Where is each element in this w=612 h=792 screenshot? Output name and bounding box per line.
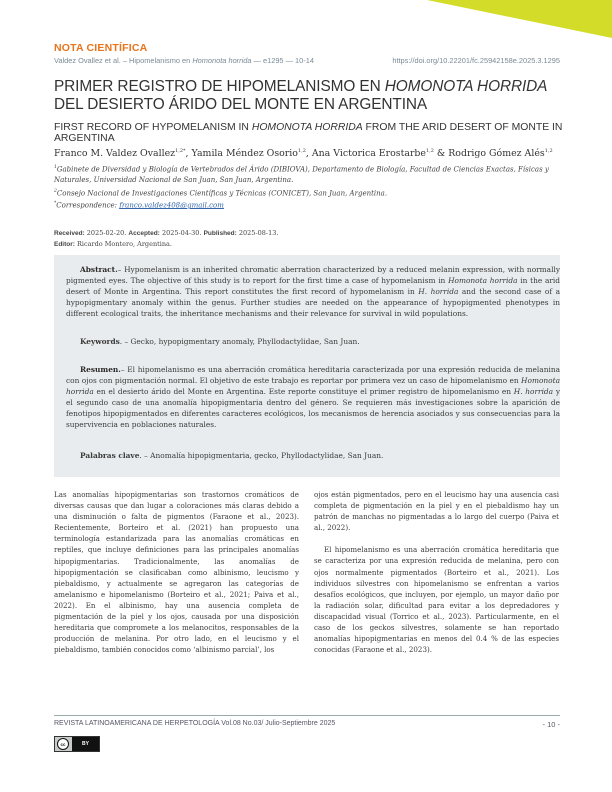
body-paragraph: El hipomelanismo es una aberración cromática hereditaria que se caracteriza por una expresión reducida de melanina, pero con ojos normalmente pigmentados (Borteiro et al., 2021). Los individuos silvestres con hipomelanismo se enfrentan a varios desafíos ecológicos, que incluyen, por ejemplo, un mayor daño por la radiación solar, dificultad para evitar a los depredadores y discapacidad visual (Torrico et al., 2023). Particularmente, en el caso de los geckos silvestres, solamente se han reportado anomalías hipopigmentarias en menos del 0.4 % de las especies conocidas (Faraone et al., 2023). [314,545,559,655]
affiliation-1-sup: 1 [54,165,57,170]
title-spanish [54,78,569,114]
correspondence [54,199,554,211]
affiliation-1-text: Gabinete de Diversidad y Biología de Vertebrados del Árido (DIBIOVA), Departamento de Biología, Facultad de Ciencias Exactas, Físicas y Naturales, Universidad Nacional de San Juan, San Juan, Argentina. [54,165,549,184]
publication-dates [54,228,278,250]
author-affil: 1,2 [544,148,553,154]
abstract-species: Homonota horrida [448,276,518,285]
author-name: Rodrigo Gómez Alés [448,148,545,160]
accepted-date: 2025-04-30. [161,229,202,237]
running-head [54,56,560,65]
palabras-clave [80,451,383,460]
title-en-pre: FIRST RECORD OF HYPOMELANISM IN [54,122,252,133]
affiliation-1 [54,163,554,185]
corner-decoration [427,0,612,38]
author-list [54,148,564,159]
body-paragraph: Las anomalías hipopigmentarias son trastornos cromáticos de diversas causas que dan lugar a coloraciones más claras debido a una disminución o falta de pigmentos (Faraone et al., 2023). Recientemente, Borteiro et al. (2021) han propuesto una terminología estandarizada para las anomalías cromáticas en reptiles, que incluye definiciones para las principales anomalías hipopigmentarias. Tradicionalmente, las anomalías de hipopigmentación se clasificaban como albinismo, leucismo y piebaldismo, y actualmente se agregaron las categorías de amelanismo e hipomelanismo (Borteiro et al., 2021; Paiva et al., 2022). En el albinismo, hay una ausencia completa de pigmentación de la piel y los ojos, causada por una disposición hereditaria que compromete a los melanocitos, responsables de la producción de melanina. Por otro lado, en el leucismo y el piebaldismo, también conocidos como ‘albinismo parcial’, los [54,490,299,655]
received-date: 2025-02-20. [86,229,127,237]
title-es-species: HOMONOTA HORRIDA [384,78,548,95]
correspondence-label: Correspondence: [56,201,120,210]
cc-license-badge[interactable] [54,736,100,752]
page-number: - 10 - [542,720,560,729]
running-head-post: — e1295 — 10-14 [251,56,314,65]
title-es-post: DEL DESIERTO ÁRIDO DEL MONTE EN ARGENTINA [54,96,428,113]
title-en-species: HOMONOTA HORRIDA [251,122,363,133]
palabras-text: . – Anomalía hipopigmentaria, gecko, Phyllodactylidae, San Juan. [139,451,384,460]
author-name: Ana Victorica Erostarbe [311,148,426,160]
palabras-label: Palabras clave [80,451,140,460]
resumen-species: H. horrida [513,387,554,396]
correspondence-sup: * [54,201,57,206]
doi-link[interactable]: https://doi.org/10.22201/fc.25942158e.2025.3.1295 [392,56,560,65]
body-paragraph: ojos están pigmentados, pero en el leucismo hay una ausencia casi completa de pigmentación en la piel y en el piebaldismo hay un patrón de manchas no pigmentadas a lo largo del cuerpo (Paiva et al., 2022). [314,490,559,533]
abstract-text: – Hypomelanism is an inherited chromatic aberration characterized by a reduced melanin expression, with normally pigmented eyes. The objective of this study is to report for the first time a case of hypomelanism in [66,265,560,285]
resumen-text: en el desierto árido del Monte en Argentina. Este reporte constituye el primer registro de hipomelanismo en [93,387,514,396]
by-icon: BY [72,737,99,751]
journal-name: REVISTA LATINOAMERICANA DE HERPETOLOGÍA Vol.08 No.03/ Julio-Septiembre 2025 [54,720,336,727]
author-separator: , [185,148,192,160]
abstract-text: and the second case of a hypopigmentary anomaly within the genus. Further studies are needed on the appearance of hypopigmented phenotypes in different ecological traits, the inheritance mechanisms and their relevance for survival in wild populations. [66,287,561,318]
published-label: Published: [203,230,237,237]
abstract-species: H. horrida [418,287,459,296]
resumen-text: – El hipomelanismo es una aberración cromática hereditaria caracterizada por una expresión reducida de melanina con ojos con pigmentación normal. El objetivo de este trabajo es reportar por primera vez un caso de hipomelanismo en [66,365,560,385]
title-english [54,122,574,144]
abstract-paragraph [66,264,560,319]
received-label: Received: [54,230,85,237]
resumen-species: Homonota horrida [66,376,560,396]
editor-line [54,239,278,250]
affiliation-2 [54,187,554,199]
accepted-label: Accepted: [128,230,160,237]
abstract-label: Abstract. [80,265,118,274]
author-separator: & [433,148,449,160]
author-name: Franco M. Valdez Ovallez [54,148,176,160]
abstract-text: in the arid desert of Monte in Argentina. This report constitutes the first record of hypomelanism in [66,276,560,296]
running-head-pre: Valdez Ovallez et al. – Hipomelanismo en [54,56,193,65]
keywords [80,337,360,346]
title-es-pre: PRIMER REGISTRO DE HIPOMELANISMO EN [54,78,385,95]
resumen-paragraph [66,364,560,430]
affiliation-2-sup: 2 [54,189,57,194]
resumen-label: Resumen. [80,365,121,374]
affiliation-2-text: Consejo Nacional de Investigaciones Científicas y Técnicas (CONICET), San Juan, Argentina. [56,189,388,198]
author-name: Yamila Méndez Osorio [191,148,298,160]
section-label: NOTA CIENTÍFICA [54,42,148,54]
author-affil: 1,2* [175,148,186,154]
cc-icon: cc [57,738,69,750]
running-head-species: Homonota horrida [192,56,252,65]
editor-name: Ricardo Montero, Argentina. [77,240,172,248]
title-en-post: FROM THE ARID DESERT OF MONTE IN ARGENTINA [54,122,563,144]
keywords-label: Keywords [80,337,120,346]
author-separator: , [305,148,312,160]
footer-divider [54,715,560,716]
author-affil: 1,2 [425,148,434,154]
body-column-left [54,489,299,655]
keywords-text: . – Gecko, hypopigmentary anomaly, Phyllodactylidae, San Juan. [119,337,360,346]
paragraph-gap [314,533,559,544]
author-affil: 1,2 [297,148,306,154]
resumen-text: y el segundo caso de una anomalía hipopigmentaria dentro del género. Se requieren más investigaciones sobre la aparición de fenotipos hipopigmentados en diferentes caracteres ecológicos, los mecanismos de herencia asociados y sus consecuencias para la supervivencia en poblaciones naturales. [66,387,560,429]
correspondence-email[interactable]: franco.valdez408@gmail.com [119,201,224,210]
body-column-right [314,489,559,655]
editor-label: Editor: [54,241,75,248]
published-date: 2025-08-13. [238,229,279,237]
dates-line [54,228,278,239]
